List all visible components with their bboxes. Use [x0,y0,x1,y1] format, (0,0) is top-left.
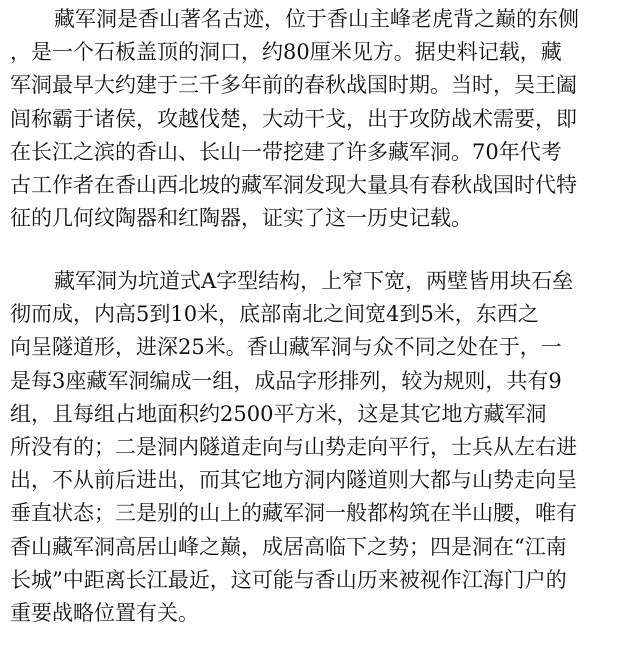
paragraph-1 [10,3,634,235]
text-line: 组，且每组占地面积约2500平方米，这是其它地方藏军洞 [10,401,547,426]
text-line: 长城”中距离长江最近，这可能与香山历来被视作江海门户的 [10,567,567,592]
text-line: 彻而成，内高5到10米，底部南北之间宽4到5米，东西之 [10,302,539,327]
text-line: 古工作者在香山西北坡的藏军洞发现大量具有春秋战国时代特 [10,172,577,197]
text-line: 是每3座藏军洞编成一组，成品字形排列，较为规则，共有9 [10,368,562,393]
text-line: 所没有的；二是洞内隧道走向与山势走向平行，士兵从左右进 [10,434,577,459]
text-line: 闾称霸于诸侯，攻越伐楚，大动干戈，出于攻防战术需要，即 [10,106,577,131]
paragraph-2 [10,265,634,630]
text-line: 向呈隧道形，进深25米。香山藏军洞与众不同之处在于，一 [10,335,562,360]
text-line: ，是一个石板盖顶的洞口，约80厘米见方。据史料记载，藏 [10,40,562,65]
text-line: 出，不从前后进出，而其它地方洞内隧道则大都与山势走向呈 [10,468,577,493]
text-line: 征的几何纹陶器和红陶器，证实了这一历史记载。 [10,206,472,231]
text-line: 香山藏军洞高居山峰之巅，成居高临下之势；四是洞在“江南 [10,534,567,559]
text-line: 军洞最早大约建于三千多年前的春秋战国时期。当时，吴王阖 [10,73,577,98]
text-line: 在长江之滨的香山、长山一带挖建了许多藏军洞。70年代考 [10,139,562,164]
text-line: 垂直状态；三是别的山上的藏军洞一般都构筑在半山腰，唯有 [10,501,577,526]
text-line: 藏军洞为坑道式A字型结构，上窄下宽，两壁皆用块石垒 [54,269,574,293]
text-line: 藏军洞是香山著名古迹，位于香山主峰老虎背之巅的东侧 [54,7,579,31]
text-line: 重要战略位置有关。 [10,600,199,625]
